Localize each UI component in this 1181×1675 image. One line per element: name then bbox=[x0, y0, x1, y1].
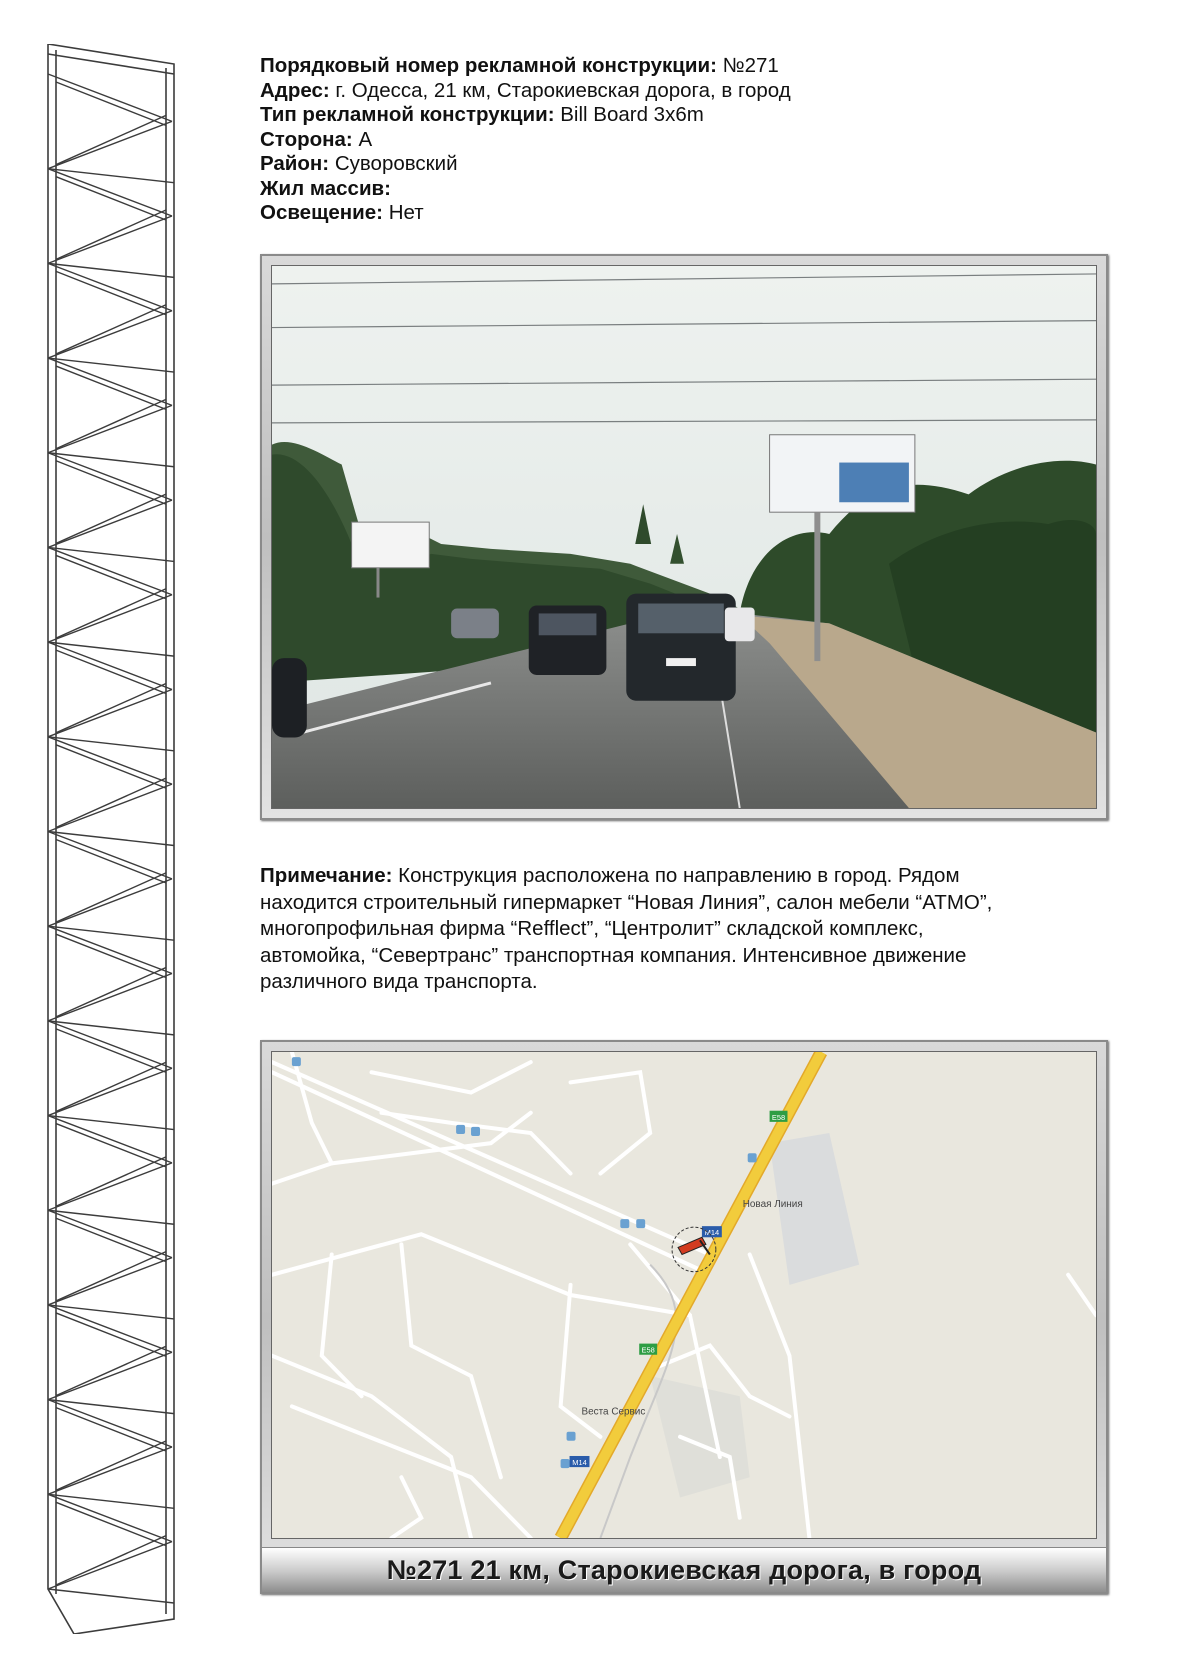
shield-m14-top bbox=[702, 1226, 722, 1237]
note-block: Примечание: Конструкция расположена по направлению в город. Рядом находится строительный гипермаркет “Новая Линия”, салон мебели “АТМО”, многопрофильная фирма “Refflect”, “Центролит” складской комплекс, автомойка, “Севертранс” транспортная компания. Интенсивное движение различного вида транспорта. bbox=[260, 864, 993, 993]
map-caption: №271 21 км, Старокиевская дорога, в город bbox=[262, 1547, 1106, 1592]
truss-strut bbox=[56, 840, 166, 883]
truss-strut bbox=[48, 405, 172, 452]
svg-text:M14: M14 bbox=[704, 1228, 720, 1238]
truss-strut bbox=[56, 1502, 166, 1545]
truss-strut bbox=[48, 595, 172, 642]
svg-text:E58: E58 bbox=[641, 1345, 655, 1355]
info-massiv: Жил массив: bbox=[260, 176, 391, 200]
location-map bbox=[271, 1051, 1097, 1539]
truss-strut bbox=[56, 1313, 166, 1356]
truss-strut bbox=[56, 873, 166, 922]
map-label-novaya-liniya: Новая Линия bbox=[742, 1198, 803, 1210]
photo-frame bbox=[260, 254, 1108, 820]
truss-strut bbox=[56, 1062, 166, 1111]
info-lighting: Освещение: Нет bbox=[260, 201, 424, 224]
truss-strut bbox=[56, 82, 166, 125]
truss-strut bbox=[56, 1218, 166, 1261]
truss-strut bbox=[56, 683, 166, 732]
truss-strut bbox=[48, 74, 172, 121]
info-number: Порядковый номер рекламной конструкции: №271 bbox=[260, 54, 779, 77]
truss-strut bbox=[56, 1157, 166, 1206]
truss-strut bbox=[56, 1441, 166, 1490]
truss-strut bbox=[48, 500, 172, 547]
truss-strut bbox=[56, 366, 166, 409]
truss-strut bbox=[56, 494, 166, 543]
truss-strut bbox=[56, 1029, 166, 1072]
truss-strut bbox=[56, 745, 166, 788]
svg-text:M14: M14 bbox=[572, 1458, 587, 1468]
billboard-photo bbox=[271, 265, 1097, 809]
info-block bbox=[260, 54, 1140, 226]
truss-strut bbox=[56, 650, 166, 693]
svg-text:E58: E58 bbox=[771, 1112, 786, 1122]
info-address: Адрес: г. Одесса, 21 км, Старокиевская дорога, в город bbox=[260, 78, 791, 102]
info-district: Район: Суворовский bbox=[260, 152, 458, 175]
truss-strut bbox=[48, 121, 172, 168]
truss-strut bbox=[56, 778, 166, 827]
truss-strut bbox=[48, 216, 172, 263]
truss-strut bbox=[48, 1352, 172, 1399]
truss-strut bbox=[48, 974, 172, 1021]
info-type: Тип рекламной конструкции: Bill Board 3x6m bbox=[260, 103, 704, 126]
truss-strut bbox=[56, 210, 166, 259]
truss-strut bbox=[48, 784, 172, 831]
truss-strut bbox=[56, 271, 166, 314]
truss-strut bbox=[56, 461, 166, 504]
shield-m14-bottom bbox=[570, 1456, 590, 1467]
shield-e58-top bbox=[770, 1111, 788, 1122]
truss-strut bbox=[56, 305, 166, 354]
info-side: Сторона: А bbox=[260, 127, 373, 151]
truss-strut bbox=[48, 1542, 172, 1589]
truss-strut bbox=[48, 1589, 174, 1603]
truss-strut bbox=[56, 968, 166, 1017]
truss-strut bbox=[56, 115, 166, 164]
truss-strut bbox=[48, 1447, 172, 1494]
truss-strut bbox=[48, 1068, 172, 1115]
truss-strut bbox=[56, 1252, 166, 1301]
truss-strut bbox=[48, 1163, 172, 1210]
map-label-vesta-servis: Веста Сервис bbox=[581, 1406, 646, 1418]
shield-e58-mid bbox=[639, 1344, 657, 1355]
truss-strut bbox=[56, 177, 166, 220]
truss-strut bbox=[48, 311, 172, 358]
truss-strut bbox=[48, 1258, 172, 1305]
truss-strut bbox=[56, 1346, 166, 1395]
truss-strut bbox=[56, 1536, 166, 1585]
truss-strut bbox=[56, 1408, 166, 1451]
truss-strut bbox=[56, 399, 166, 448]
truss-strut bbox=[56, 934, 166, 977]
truss-strut bbox=[48, 879, 172, 926]
map-frame bbox=[260, 1040, 1108, 1594]
truss-strut bbox=[56, 1124, 166, 1167]
truss-strut bbox=[48, 689, 172, 736]
truss-strut bbox=[56, 589, 166, 638]
truss-decoration bbox=[44, 44, 194, 1634]
truss-strut bbox=[56, 555, 166, 598]
